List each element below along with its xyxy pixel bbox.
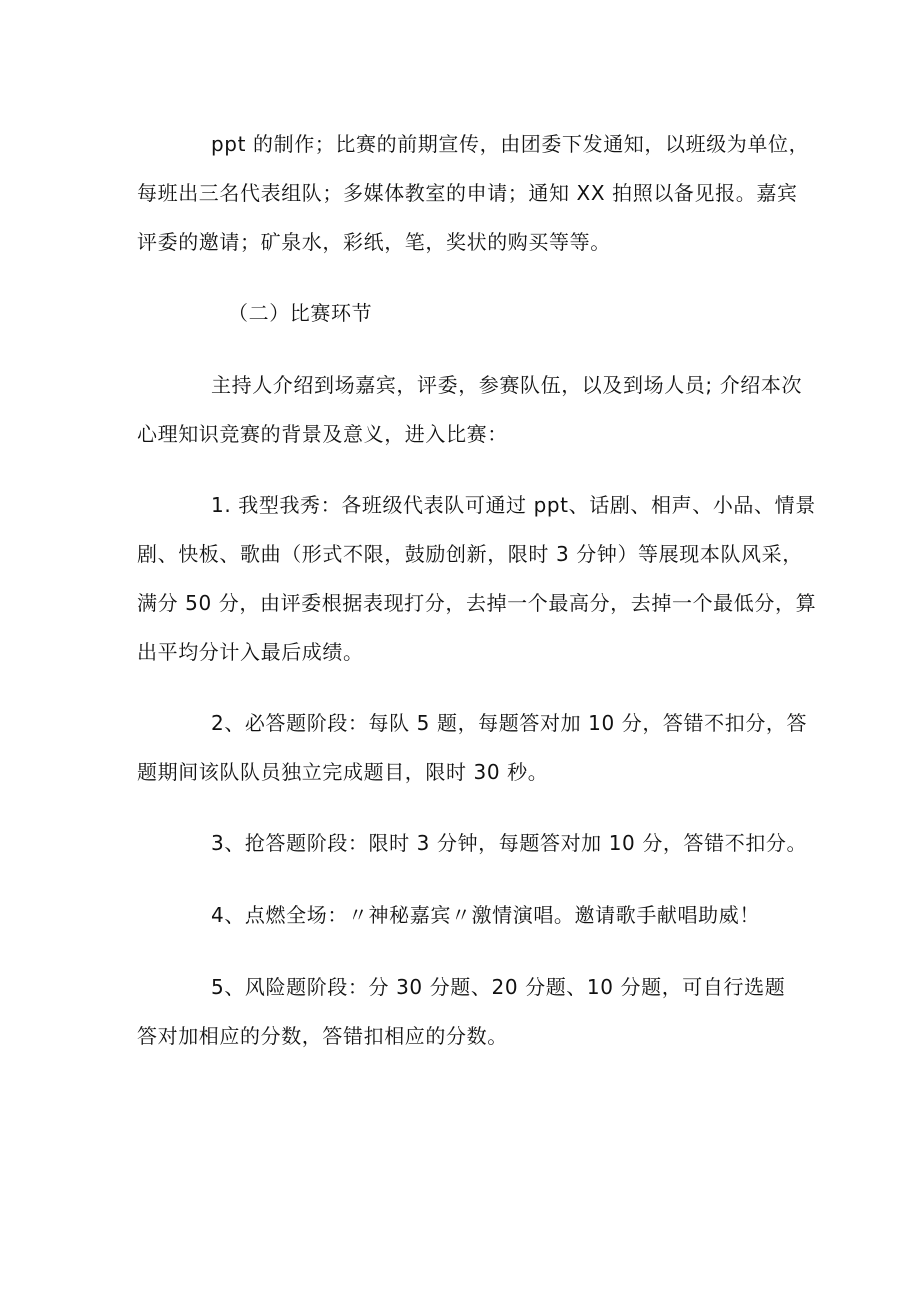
section-heading: （二）比赛环节 <box>228 301 373 325</box>
item-2-line-1: 2、必答题阶段：每队 5 题，每题答对加 10 分，答错不扣分，答 <box>211 711 808 735</box>
item-5-line-1: 5、风险题阶段：分 30 分题、20 分题、10 分题，可自行选题 <box>211 975 786 999</box>
item-1-line-3: 满分 50 分，由评委根据表现打分，去掉一个最高分，去掉一个最低分，算 <box>137 591 817 615</box>
item-5-line-2: 答对加相应的分数，答错扣相应的分数。 <box>137 1024 508 1048</box>
item-1-line-4: 出平均分计入最后成绩。 <box>137 640 364 664</box>
paragraph-3-line-2: 心理知识竞赛的背景及意义，进入比赛： <box>137 422 508 446</box>
item-4-line-1: 4、点燃全场：〃神秘嘉宾〃激情演唱。邀请歌手献唱助威！ <box>211 903 760 927</box>
item-2-line-2: 题期间该队队员独立完成题目，限时 30 秒。 <box>137 760 549 784</box>
paragraph-1-line-2: 每班出三名代表组队；多媒体教室的申请；通知 XX 拍照以备见报。嘉宾 <box>137 181 798 205</box>
paragraph-3-line-1: 主持人介绍到场嘉宾，评委，参赛队伍，以及到场人员; 介绍本次 <box>211 373 803 397</box>
item-1-line-2: 剧、快板、歌曲（形式不限，鼓励创新，限时 3 分钟）等展现本队风采， <box>137 542 803 566</box>
paragraph-1-line-3: 评委的邀请；矿泉水，彩纸，笔，奖状的购买等等。 <box>137 230 611 254</box>
item-3-line-1: 3、抢答题阶段：限时 3 分钟，每题答对加 10 分，答错不扣分。 <box>211 831 808 855</box>
paragraph-1-line-1: ppt 的制作；比赛的前期宣传，由团委下发通知，以班级为单位， <box>211 132 810 156</box>
item-1-line-1: 1. 我型我秀：各班级代表队可通过 ppt、话剧、相声、小品、情景 <box>211 493 816 517</box>
